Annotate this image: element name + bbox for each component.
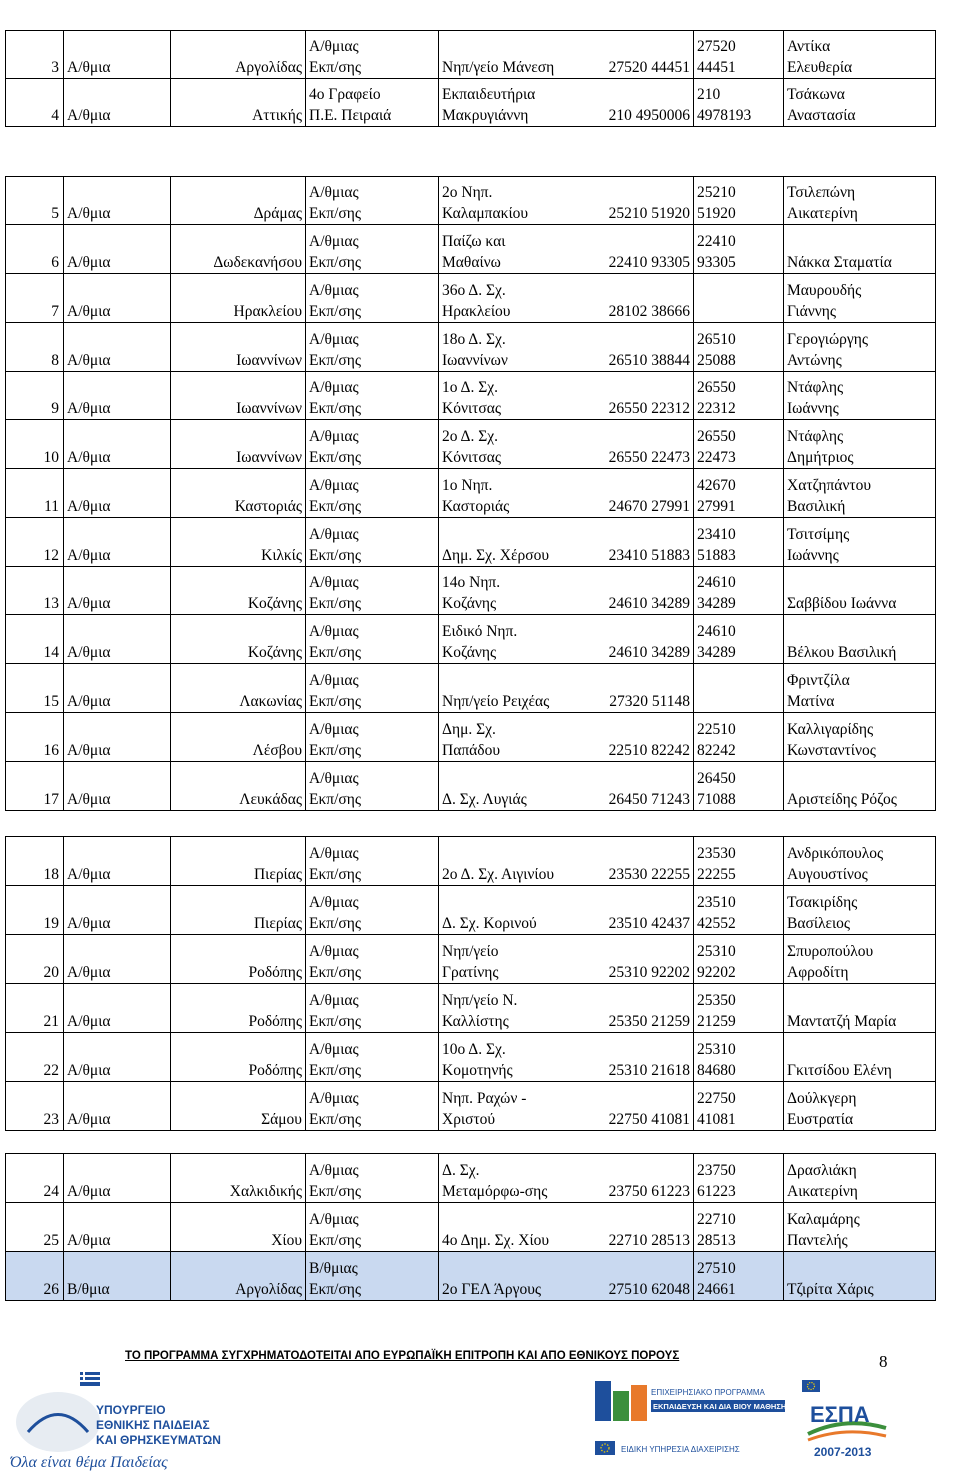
region: Πιερίας <box>171 837 306 886</box>
region: Αργολίδας <box>171 1252 306 1301</box>
school-name: 10ο Δ. Σχ. Κομοτηνής <box>442 1041 513 1079</box>
region: Κοζάνης <box>171 567 306 615</box>
program-logo <box>587 1375 787 1470</box>
education-office: Α/θμιας Εκπ/σης <box>306 31 439 79</box>
ministry-line-1: ΥΠΟΥΡΓΕΙΟ <box>96 1403 166 1417</box>
school-name: Εκπαιδευτήρια Μακρυγιάννη <box>442 86 536 124</box>
education-office: Β/θμιας Εκπ/σης <box>306 1252 439 1301</box>
school-name: Νηπ/γείο Μάνεση <box>442 59 555 76</box>
row-number: 12 <box>6 518 64 567</box>
row-number: 14 <box>6 615 64 664</box>
education-office: Α/θμιας Εκπ/σης <box>306 713 439 762</box>
fax: 23750 61223 <box>694 1154 784 1203</box>
region: Κοζάνης <box>171 615 306 664</box>
fax: 25350 21259 <box>694 984 784 1033</box>
row-number: 6 <box>6 225 64 274</box>
school-cell <box>439 1033 694 1082</box>
row-number: 26 <box>6 1252 64 1301</box>
fax: 25310 92202 <box>694 935 784 984</box>
region: Χαλκιδικής <box>171 1154 306 1203</box>
contact-name: Βέλκου Βασιλική <box>784 615 936 664</box>
row-number: 4 <box>6 79 64 127</box>
school-cell <box>439 762 694 811</box>
region: Πιερίας <box>171 886 306 935</box>
phone: 23750 61223 <box>608 1183 690 1200</box>
phone: 24610 34289 <box>608 644 690 661</box>
phone: 24610 34289 <box>608 595 690 612</box>
table-group-3 <box>5 836 936 1131</box>
fax: 25310 84680 <box>694 1033 784 1082</box>
contact-name: Καλαμάρης Παντελής <box>784 1203 936 1252</box>
region: Καστοριάς <box>171 469 306 518</box>
education-office: Α/θμιας Εκπ/σης <box>306 372 439 420</box>
region: Χίου <box>171 1203 306 1252</box>
phone: 23530 22255 <box>608 866 690 883</box>
education-office: Α/θμιας Εκπ/σης <box>306 886 439 935</box>
program-line-3: ΕΙΔΙΚΗ ΥΠΗΡΕΣΙΑ ΔΙΑΧΕΙΡΙΣΗΣ <box>621 1445 740 1454</box>
ministry-slogan: Όλα είναι θέμα Παιδείας <box>10 1454 168 1471</box>
table-row <box>6 372 936 420</box>
contact-name: Αριστείδης Ρόζος <box>784 762 936 811</box>
fax: 27510 24661 <box>694 1252 784 1301</box>
greek-flag-icon <box>80 1372 100 1386</box>
phone: 23510 42437 <box>608 915 690 932</box>
contact-name: Φριντζίλα Ματίνα <box>784 664 936 713</box>
education-level: Α/θμια <box>64 469 171 518</box>
education-level: Α/θμια <box>64 615 171 664</box>
program-line-2: ΕΚΠΑΙΔΕΥΣΗ ΚΑΙ ΔΙΑ ΒΙΟΥ ΜΑΘΗΣΗ <box>653 1402 787 1411</box>
espa-logo <box>800 1378 890 1468</box>
table-row <box>6 31 936 79</box>
education-office: Α/θμιας Εκπ/σης <box>306 1082 439 1131</box>
phone: 25350 21259 <box>608 1013 690 1030</box>
ministry-line-3: ΚΑΙ ΘΡΗΣΚΕΥΜΑΤΩΝ <box>96 1433 221 1447</box>
contact-name: Τζιρίτα Χάρις <box>784 1252 936 1301</box>
region: Ιωαννίνων <box>171 420 306 469</box>
espa-label: ΕΣΠΑ <box>810 1402 870 1427</box>
phone: 22510 82242 <box>608 742 690 759</box>
education-office: Α/θμιας Εκπ/σης <box>306 323 439 372</box>
school-name: Δ. Σχ. Μεταμόρφω-σης <box>442 1162 548 1200</box>
education-level: Α/θμια <box>64 1203 171 1252</box>
school-name: Νηπ/γείο Ρειχέας <box>442 693 550 710</box>
contact-name: Τσάκωνα Αναστασία <box>784 79 936 127</box>
table-row <box>6 713 936 762</box>
table-row <box>6 984 936 1033</box>
table-row <box>6 837 936 886</box>
region: Κιλκίς <box>171 518 306 567</box>
fax: 42670 27991 <box>694 469 784 518</box>
school-cell <box>439 31 694 79</box>
education-level: Α/θμια <box>64 372 171 420</box>
school-cell <box>439 518 694 567</box>
fax: 22410 93305 <box>694 225 784 274</box>
education-level: Α/θμια <box>64 79 171 127</box>
eu-flag-icon <box>802 1380 820 1392</box>
school-cell <box>439 886 694 935</box>
region: Λέσβου <box>171 713 306 762</box>
school-name: 2ο ΓΕΛ Άργους <box>442 1281 542 1298</box>
table-row <box>6 274 936 323</box>
row-number: 18 <box>6 837 64 886</box>
contact-name: Γερογιώργης Αντώνης <box>784 323 936 372</box>
school-name: 4ο Δημ. Σχ. Χίου <box>442 1232 550 1249</box>
education-level: Α/θμια <box>64 31 171 79</box>
education-office: Α/θμιας Εκπ/σης <box>306 1033 439 1082</box>
fax: 26550 22473 <box>694 420 784 469</box>
row-number: 19 <box>6 886 64 935</box>
education-level: Α/θμια <box>64 1082 171 1131</box>
region: Ροδόπης <box>171 1033 306 1082</box>
row-number: 5 <box>6 177 64 225</box>
fax: 22710 28513 <box>694 1203 784 1252</box>
phone: 210 4950006 <box>608 107 690 124</box>
school-cell <box>439 713 694 762</box>
education-office: 4ο Γραφείο Π.Ε. Πειραιά <box>306 79 439 127</box>
region: Ιωαννίνων <box>171 323 306 372</box>
contact-name: Δούλκγερη Ευστρατία <box>784 1082 936 1131</box>
school-cell <box>439 274 694 323</box>
espa-years: 2007-2013 <box>814 1445 872 1459</box>
school-name: Δ. Σχ. Κορινού <box>442 915 537 932</box>
school-cell <box>439 567 694 615</box>
education-level: Α/θμια <box>64 984 171 1033</box>
education-office: Α/θμιας Εκπ/σης <box>306 469 439 518</box>
contact-name: Μαυρουδής Γιάννης <box>784 274 936 323</box>
row-number: 22 <box>6 1033 64 1082</box>
phone: 28102 38666 <box>608 303 690 320</box>
school-cell <box>439 79 694 127</box>
contact-name: Καλλιγαρίδης Κωνσταντίνος <box>784 713 936 762</box>
phone: 22410 93305 <box>608 254 690 271</box>
school-name: Νηπ. Ραχών - Χριστού <box>442 1090 527 1128</box>
education-level: Α/θμια <box>64 567 171 615</box>
table-group-2 <box>5 176 936 811</box>
contact-name: Τσιτσίμης Ιωάννης <box>784 518 936 567</box>
school-name: Παίζω και Μαθαίνω <box>442 233 506 271</box>
school-name: Δ. Σχ. Λυγιάς <box>442 791 527 808</box>
phone: 27520 44451 <box>608 59 690 76</box>
school-name: 18ο Δ. Σχ. Ιωαννίνων <box>442 331 508 369</box>
row-number: 21 <box>6 984 64 1033</box>
education-office: Α/θμιας Εκπ/σης <box>306 420 439 469</box>
school-name: Δημ. Σχ. Παπάδου <box>442 721 500 759</box>
school-cell <box>439 323 694 372</box>
school-name: 14ο Νηπ. Κοζάνης <box>442 574 501 612</box>
school-name: 2ο Δ. Σχ. Αιγινίου <box>442 866 555 883</box>
page-number: 8 <box>879 1352 888 1371</box>
education-level: Α/θμια <box>64 713 171 762</box>
table-row <box>6 79 936 127</box>
school-cell <box>439 1203 694 1252</box>
region: Σάμου <box>171 1082 306 1131</box>
table-row <box>6 420 936 469</box>
education-level: Α/θμια <box>64 935 171 984</box>
education-office: Α/θμιας Εκπ/σης <box>306 177 439 225</box>
region: Λευκάδας <box>171 762 306 811</box>
fax: 27520 44451 <box>694 31 784 79</box>
contact-name: Νάκκα Σταματία <box>784 225 936 274</box>
education-level: Α/θμια <box>64 1033 171 1082</box>
contact-name: Γκιτσίδου Ελένη <box>784 1033 936 1082</box>
education-office: Α/θμιας Εκπ/σης <box>306 837 439 886</box>
table-row <box>6 1154 936 1203</box>
table-row <box>6 518 936 567</box>
fax: 22750 41081 <box>694 1082 784 1131</box>
education-office: Α/θμιας Εκπ/σης <box>306 518 439 567</box>
row-number: 3 <box>6 31 64 79</box>
table-row <box>6 323 936 372</box>
row-number: 15 <box>6 664 64 713</box>
education-office: Α/θμιας Εκπ/σης <box>306 1203 439 1252</box>
region: Λακωνίας <box>171 664 306 713</box>
phone: 25310 21618 <box>608 1062 690 1079</box>
table-row <box>6 1203 936 1252</box>
contact-name: Ντάφλης Δημήτριος <box>784 420 936 469</box>
school-cell <box>439 935 694 984</box>
row-number: 23 <box>6 1082 64 1131</box>
school-cell <box>439 420 694 469</box>
school-cell <box>439 615 694 664</box>
region: Αττικής <box>171 79 306 127</box>
table-row <box>6 664 936 713</box>
eu-flag-icon <box>595 1441 615 1455</box>
program-line-1: ΕΠΙΧΕΙΡΗΣΙΑΚΟ ΠΡΟΓΡΑΜΜΑ <box>651 1388 765 1397</box>
ministry-emblem-icon <box>16 1392 100 1452</box>
table-row <box>6 1252 936 1301</box>
region: Δωδεκανήσου <box>171 225 306 274</box>
education-level: Α/θμια <box>64 323 171 372</box>
education-level: Α/θμια <box>64 1154 171 1203</box>
row-number: 11 <box>6 469 64 518</box>
education-level: Α/θμια <box>64 225 171 274</box>
table-row <box>6 177 936 225</box>
contact-name: Δρασλιάκη Αικατερίνη <box>784 1154 936 1203</box>
table-row <box>6 935 936 984</box>
region: Αργολίδας <box>171 31 306 79</box>
school-name: Δημ. Σχ. Χέρσου <box>442 547 550 564</box>
contact-name: Μαντατζή Μαρία <box>784 984 936 1033</box>
education-level: Α/θμια <box>64 837 171 886</box>
row-number: 16 <box>6 713 64 762</box>
school-name: 2ο Νηπ. Καλαμπακίου <box>442 184 529 222</box>
region: Δράμας <box>171 177 306 225</box>
table-group-1 <box>5 30 936 127</box>
school-cell <box>439 664 694 713</box>
school-cell <box>439 837 694 886</box>
table-row <box>6 225 936 274</box>
school-cell <box>439 984 694 1033</box>
phone: 22710 28513 <box>608 1232 690 1249</box>
row-number: 17 <box>6 762 64 811</box>
school-cell <box>439 1082 694 1131</box>
contact-name: Τσιλεπώνη Αικατερίνη <box>784 177 936 225</box>
fax: 22510 82242 <box>694 713 784 762</box>
row-number: 10 <box>6 420 64 469</box>
contact-name: Τσακιρίδης Βασίλειος <box>784 886 936 935</box>
table-row <box>6 1033 936 1082</box>
table-row <box>6 469 936 518</box>
row-number: 8 <box>6 323 64 372</box>
fax: 26450 71088 <box>694 762 784 811</box>
education-office: Α/θμιας Εκπ/σης <box>306 615 439 664</box>
region: Ροδόπης <box>171 935 306 984</box>
contact-name: Σαββίδου Ιωάννα <box>784 567 936 615</box>
phone: 23410 51883 <box>608 547 690 564</box>
row-number: 9 <box>6 372 64 420</box>
education-office: Α/θμιας Εκπ/σης <box>306 664 439 713</box>
fax <box>694 664 784 713</box>
education-office: Α/θμιας Εκπ/σης <box>306 984 439 1033</box>
row-number: 25 <box>6 1203 64 1252</box>
school-name: Νηπ/γείο Γρατίνης <box>442 943 499 981</box>
table-row <box>6 762 936 811</box>
table-row <box>6 1082 936 1131</box>
school-name: Νηπ/γείο Ν. Καλλίστης <box>442 992 518 1030</box>
school-cell <box>439 469 694 518</box>
region: Ιωαννίνων <box>171 372 306 420</box>
row-number: 7 <box>6 274 64 323</box>
school-cell <box>439 372 694 420</box>
phone: 27320 51148 <box>609 693 690 710</box>
phone: 24670 27991 <box>608 498 690 515</box>
phone: 26550 22312 <box>608 400 690 417</box>
fax: 26510 25088 <box>694 323 784 372</box>
program-emblem-icon <box>595 1381 647 1421</box>
contact-name: Αντίκα Ελευθερία <box>784 31 936 79</box>
fax: 210 4978193 <box>694 79 784 127</box>
education-office: Α/θμιας Εκπ/σης <box>306 1154 439 1203</box>
fax: 24610 34289 <box>694 567 784 615</box>
phone: 22750 41081 <box>608 1111 690 1128</box>
region: Ηρακλείου <box>171 274 306 323</box>
fax <box>694 274 784 323</box>
contact-name: Σπυροπούλου Αφροδίτη <box>784 935 936 984</box>
education-office: Α/θμιας Εκπ/σης <box>306 274 439 323</box>
school-cell <box>439 1154 694 1203</box>
fax: 25210 51920 <box>694 177 784 225</box>
fax: 23530 22255 <box>694 837 784 886</box>
table-row <box>6 567 936 615</box>
education-level: Α/θμια <box>64 274 171 323</box>
phone: 27510 62048 <box>608 1281 690 1298</box>
school-name: 36ο Δ. Σχ. Ηρακλείου <box>442 282 511 320</box>
education-office: Α/θμιας Εκπ/σης <box>306 762 439 811</box>
school-name: 2ο Δ. Σχ. Κόνιτσας <box>442 428 501 466</box>
phone: 26550 22473 <box>608 449 690 466</box>
row-number: 13 <box>6 567 64 615</box>
table-group-4 <box>5 1153 936 1301</box>
table-row <box>6 886 936 935</box>
row-number: 20 <box>6 935 64 984</box>
phone: 26510 38844 <box>608 352 690 369</box>
contact-name: Ανδρικόπουλος Αυγουστίνος <box>784 837 936 886</box>
row-number: 24 <box>6 1154 64 1203</box>
fax: 23410 51883 <box>694 518 784 567</box>
contact-name: Ντάφλης Ιωάννης <box>784 372 936 420</box>
school-cell <box>439 177 694 225</box>
school-name: Ειδικό Νηπ. Κοζάνης <box>442 623 518 661</box>
phone: 25210 51920 <box>608 205 690 222</box>
education-level: Α/θμια <box>64 177 171 225</box>
school-name: 1ο Νηπ. Καστοριάς <box>442 477 510 515</box>
education-level: Α/θμια <box>64 664 171 713</box>
education-level: Α/θμια <box>64 420 171 469</box>
region: Ροδόπης <box>171 984 306 1033</box>
table-row <box>6 615 936 664</box>
school-name: 1ο Δ. Σχ. Κόνιτσας <box>442 379 501 417</box>
education-level: Β/θμια <box>64 1252 171 1301</box>
education-office: Α/θμιας Εκπ/σης <box>306 225 439 274</box>
education-office: Α/θμιας Εκπ/σης <box>306 567 439 615</box>
fax: 23510 42552 <box>694 886 784 935</box>
phone: 26450 71243 <box>608 791 690 808</box>
education-level: Α/θμια <box>64 886 171 935</box>
phone: 25310 92202 <box>608 964 690 981</box>
ministry-logo <box>8 1372 258 1472</box>
funding-note: ΤΟ ΠΡΟΓΡΑΜΜΑ ΣΥΓΧΡΗΜΑΤΟΔΟΤΕΙΤΑΙ ΑΠΟ ΕΥΡΩΠΑΪΚΗ ΕΠΙΤΡΟΠΗ ΚΑΙ ΑΠΟ ΕΘΝΙΚΟΥΣ ΠΟΡΟΥΣ <box>125 1350 680 1362</box>
education-level: Α/θμια <box>64 518 171 567</box>
school-cell <box>439 225 694 274</box>
fax: 26550 22312 <box>694 372 784 420</box>
contact-name: Χατζηπάντου Βασιλική <box>784 469 936 518</box>
fax: 24610 34289 <box>694 615 784 664</box>
ministry-line-2: ΕΘΝΙΚΗΣ ΠΑΙΔΕΙΑΣ <box>96 1418 210 1432</box>
education-level: Α/θμια <box>64 762 171 811</box>
school-cell <box>439 1252 694 1301</box>
education-office: Α/θμιας Εκπ/σης <box>306 935 439 984</box>
